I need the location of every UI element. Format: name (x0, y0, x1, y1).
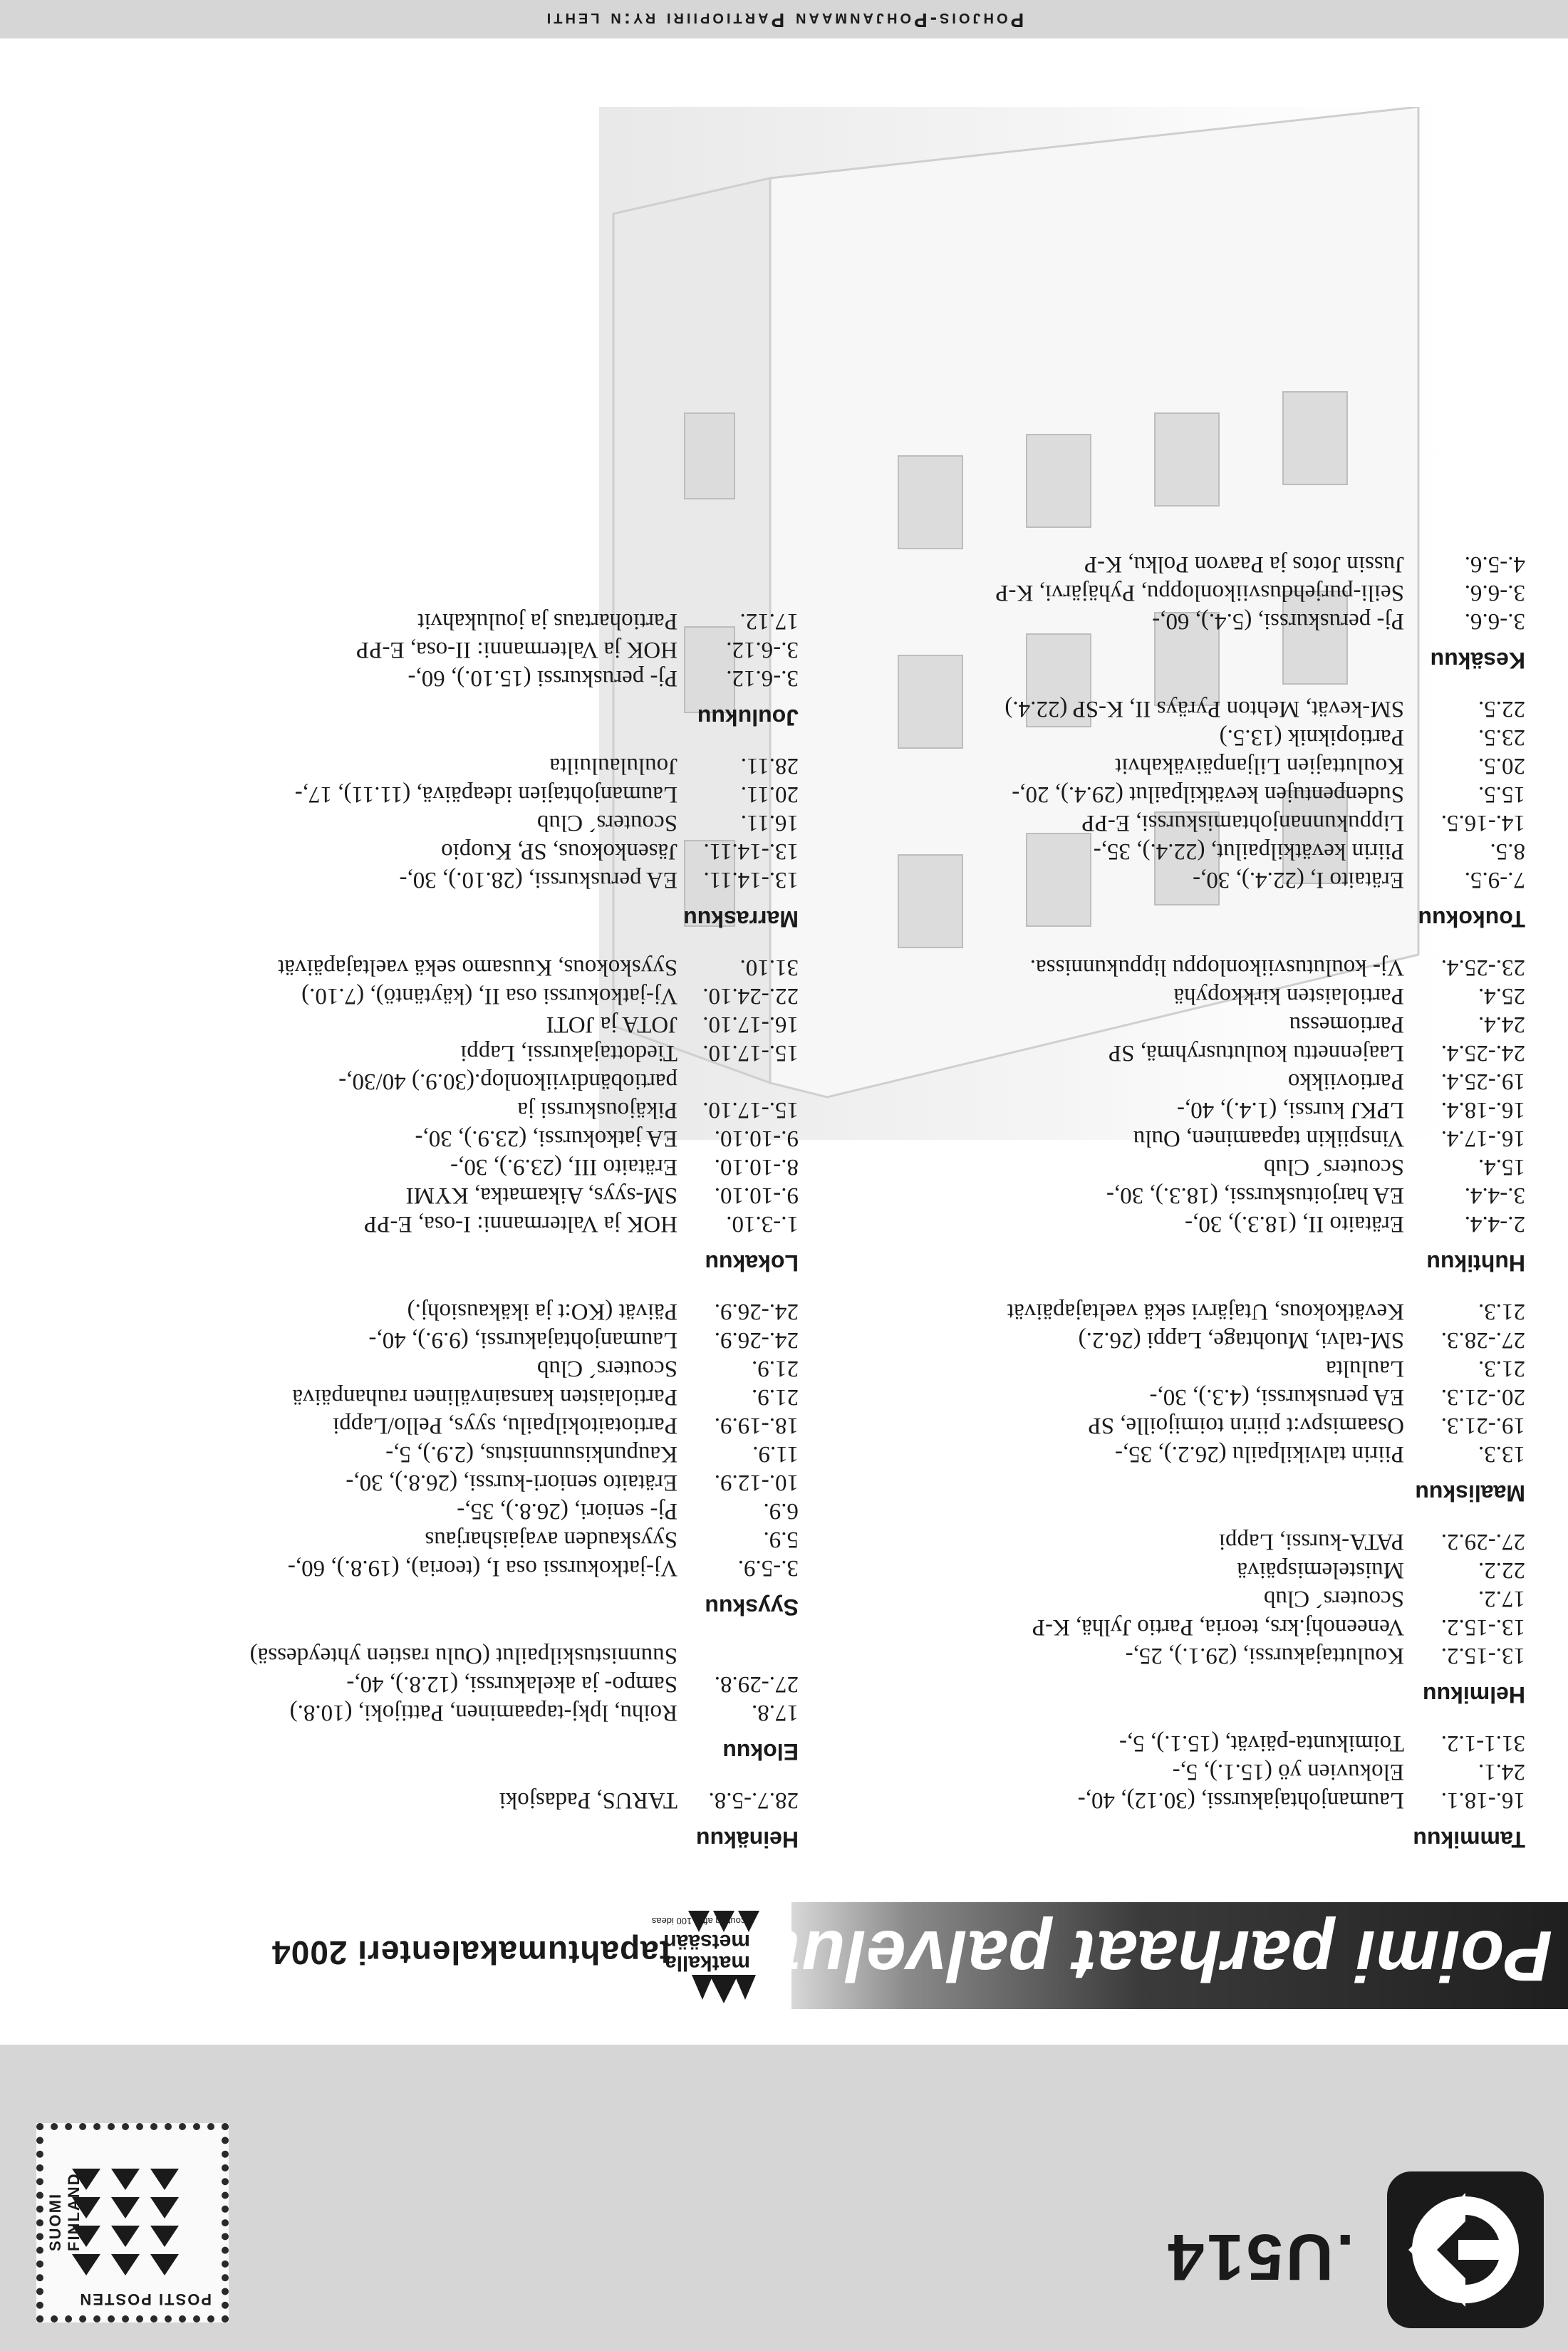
event-date: 31.1-1.2. (1440, 1730, 1525, 1756)
event-date: 14.-16.5. (1440, 810, 1525, 836)
brand-name-line-1: matkalla (664, 1951, 750, 1975)
event-row (770, 1584, 1525, 1613)
event-text: Pikäjouskurssi ja (517, 1097, 677, 1123)
event-row (770, 953, 1525, 982)
event-row (43, 1497, 799, 1525)
event-text: partiobändiviikonlop.(30.9.) 40/30,- (338, 1069, 677, 1094)
month-heading: Elokuu (722, 1739, 799, 1765)
event-date: 3.-6.6. (1464, 608, 1525, 634)
event-row (43, 1641, 799, 1670)
month-heading: Syyskuu (705, 1594, 799, 1620)
event-row (43, 664, 799, 692)
event-date: 10.-12.9. (714, 1470, 799, 1495)
event-row (770, 1010, 1525, 1039)
event-text: EA peruskurssi, (4.3.), 30,- (1149, 1384, 1404, 1410)
event-date: 17.2. (1478, 1586, 1525, 1612)
event-row (770, 866, 1525, 894)
month-heading: Marraskuu (683, 906, 799, 932)
event-text: Scouters´ Club (536, 1356, 677, 1381)
event-date: 16.-17.4. (1440, 1126, 1525, 1151)
month-heading: Lokakuu (705, 1250, 799, 1276)
event-date: 3.-6.6. (1464, 580, 1525, 606)
event-row (43, 866, 799, 894)
event-row (43, 1124, 799, 1153)
event-row (770, 780, 1525, 809)
event-text: Syyskokous, Kuusamo sekä vaeltajapäivät (278, 955, 677, 980)
event-date: 21.3. (1478, 1299, 1525, 1324)
event-date: 20.5. (1478, 753, 1525, 779)
event-date: 7.-9.5. (1464, 867, 1525, 893)
event-text: EA jatkokurssi, (23.9.), 30,- (415, 1126, 677, 1151)
event-text: Pj- peruskurssi (15.10.), 60,- (407, 665, 677, 691)
page-subtitle: tapahtumakalenteri 2004 (271, 1934, 670, 1971)
event-row (43, 1039, 799, 1067)
event-date: 23.5. (1478, 725, 1525, 750)
event-text: Suunnistuskilpailut (Oulu rastien yhteydessä) (249, 1643, 677, 1668)
event-row (770, 578, 1525, 607)
event-date: 16.-18.1. (1440, 1787, 1525, 1813)
event-row (770, 1181, 1525, 1210)
calendar-column-left (770, 550, 1525, 1852)
event-text: Vinspiikin tapaaminen, Oulu (1133, 1126, 1404, 1151)
event-date: 16.11. (740, 810, 799, 836)
event-row (770, 1096, 1525, 1124)
event-date: 27.-29.2. (1440, 1529, 1525, 1555)
event-text: SM-kevät, Mehton Pyräys II, K-SP (22.4.) (1004, 696, 1404, 722)
event-text: JOTA ja JOTI (546, 1012, 677, 1037)
event-text: Elokuvien yö (15.1.), 5,- (1172, 1759, 1404, 1785)
event-date: 9.-10.10. (714, 1183, 799, 1208)
event-date: 11.9. (752, 1441, 799, 1467)
event-date: 16.-17.10. (702, 1012, 799, 1037)
event-text: Jäsenkokous, SP, Kuopio (441, 839, 677, 864)
event-row (770, 809, 1525, 837)
event-date: 3.-6.12. (726, 637, 799, 663)
event-row (770, 1039, 1525, 1067)
event-date: 24.1. (1478, 1759, 1525, 1785)
month-heading: Tammikuu (1413, 1827, 1525, 1852)
event-date: 20.-21.3. (1440, 1384, 1525, 1410)
event-row (770, 1786, 1525, 1815)
event-row (43, 1096, 799, 1124)
event-text: Osaamispv:t piirin toimijoille, SP (1088, 1413, 1404, 1438)
event-date: 1.-3.10. (726, 1211, 799, 1237)
event-date: 15.-17.10. (702, 1040, 799, 1066)
page-title: Poimi parhaat palvelut! (752, 1916, 1552, 1996)
event-text: Roihu, lpkj-tapaaminen, Pattijoki, (10.8.) (289, 1700, 677, 1725)
event-row (770, 1354, 1525, 1383)
event-date: 18.-19.9. (714, 1413, 799, 1438)
event-text: Kaupunkisuunnistus, (2.9.), 5,- (385, 1441, 677, 1467)
event-date: 17.8. (752, 1700, 799, 1725)
month-heading: Maaliskuu (1415, 1480, 1525, 1506)
event-date: 13.-14.11. (703, 867, 799, 893)
event-row (43, 1067, 799, 1096)
postage-stamp (36, 2123, 229, 2323)
event-text: Piirin talvikilpailu (26.2.), 35,- (1114, 1441, 1404, 1467)
event-text: LPKJ kurssi, (1.4.), 40,- (1177, 1097, 1404, 1123)
event-text: Scouters´ Club (1263, 1154, 1404, 1180)
brand-name (663, 1931, 750, 1973)
event-date: 16.-18.4. (1440, 1097, 1525, 1123)
event-text: EA peruskurssi, (28.10.), 30,- (399, 867, 677, 893)
event-row (43, 1440, 799, 1468)
event-row (43, 1326, 799, 1354)
event-text: Jussin Jotos ja Paavon Polku, K-P (1084, 551, 1404, 577)
event-text: Kouluttajien Liljanpäiväkahvit (1115, 753, 1404, 779)
event-row (43, 1297, 799, 1326)
event-date: 5.9. (763, 1527, 799, 1552)
event-text: Tiedottajakurssi, Lappi (460, 1040, 677, 1066)
event-row (43, 1670, 799, 1698)
event-date: 8.-10.10. (714, 1154, 799, 1180)
event-text: Päivät (KO:t ja ikäkausiohj.) (407, 1299, 677, 1324)
event-date: 13.-14.11. (703, 839, 799, 864)
event-row (770, 1440, 1525, 1468)
event-row (770, 1641, 1525, 1670)
event-row (770, 1758, 1525, 1786)
event-row (43, 982, 799, 1010)
event-date: 6.9. (763, 1498, 799, 1524)
event-date: 15.-17.10. (702, 1097, 799, 1123)
event-text: Muistelemispäivä (1237, 1557, 1404, 1583)
event-date: 28.11. (740, 753, 799, 779)
event-row (770, 1556, 1525, 1584)
event-text: Partiopiknik (13.5.) (1219, 725, 1404, 750)
event-row (770, 550, 1525, 578)
event-row (770, 1297, 1525, 1326)
event-text: Vj- koulutusviikonloppu lippukunnissa. (1029, 955, 1404, 980)
event-row (43, 953, 799, 982)
event-row (43, 1210, 799, 1238)
event-text: Sampo- ja akelakurssi, (12.8.), 40,- (346, 1671, 677, 1697)
event-row (43, 1554, 799, 1582)
event-date: 15.4. (1478, 1154, 1525, 1180)
brand-tagline: Scouting after 100 ideas (651, 1916, 752, 1926)
event-date: 13.-15.2. (1440, 1614, 1525, 1640)
month-heading: Helmikuu (1422, 1682, 1525, 1708)
event-text: Partiohartaus ja joulukahvit (417, 608, 677, 634)
event-text: Erätaito I, (22.4.), 30,- (1193, 867, 1404, 893)
event-row (770, 1383, 1525, 1411)
event-date: 13.-15.2. (1440, 1643, 1525, 1668)
event-date: 22.2. (1478, 1557, 1525, 1583)
event-text: Scouters´ Club (1263, 1586, 1404, 1612)
event-text: Kouluttajakurssi, (29.1.), 25,- (1125, 1643, 1404, 1668)
event-row (43, 1383, 799, 1411)
event-row (770, 1124, 1525, 1153)
event-date (677, 1641, 799, 1670)
event-text: Partiotaitokilpailu, syys, Pello/Lappi (333, 1413, 677, 1438)
event-date: 15.5. (1478, 782, 1525, 807)
month-heading: Kesäkuu (1430, 648, 1525, 673)
event-row (770, 982, 1525, 1010)
event-row (43, 1010, 799, 1039)
event-text: Partioviikko (1287, 1069, 1404, 1094)
event-row (770, 1527, 1525, 1556)
event-date: 3.-5.9. (737, 1555, 799, 1581)
event-row (770, 752, 1525, 780)
event-text: HOK ja Valtermanni: I-osa, E-PP (363, 1211, 677, 1237)
event-row (43, 837, 799, 866)
postal-code-label: .U514 (1165, 2221, 1354, 2293)
event-row (43, 1698, 799, 1727)
event-text: TARUS, Padasjoki (499, 1787, 677, 1813)
event-date: 24.-26.9. (714, 1327, 799, 1353)
event-date: 25.4. (1478, 983, 1525, 1009)
event-text: Kevätkokous, Utajärvi sekä vaeltajapäivät (1007, 1299, 1404, 1324)
event-row (43, 1468, 799, 1497)
event-row (770, 1067, 1525, 1096)
event-text: Veneenohj.krs, teoria, Partio Jylhä, K-P (1032, 1614, 1404, 1640)
tree-icon (72, 2161, 193, 2283)
event-date: 20.11. (740, 782, 799, 807)
event-date: 19.-25.4. (1440, 1069, 1525, 1094)
event-date: 2.-4.4. (1464, 1211, 1525, 1237)
event-row (770, 837, 1525, 866)
event-row (43, 780, 799, 809)
event-date: 4.-5.6. (1464, 551, 1525, 577)
event-date: 13.3. (1478, 1441, 1525, 1467)
event-date: 24.-25.4. (1440, 1040, 1525, 1066)
event-text: Joululauluilta (549, 753, 677, 779)
event-text: Toimikunta-päivät, (15.1.), 5,- (1118, 1730, 1404, 1756)
event-row (770, 1411, 1525, 1440)
event-date: 21.3. (1478, 1356, 1525, 1381)
event-date: 17.12. (739, 608, 799, 634)
event-text: Erätaito seniori-kurssi, (26.8.), 30,- (346, 1470, 677, 1495)
month-heading: Heinäkuu (695, 1827, 799, 1852)
event-text: Vj-jatkokurssi osa I, (teoria), (19.8.), 60,- (287, 1555, 677, 1581)
event-text: Lippukunnanjohtamiskurssi, E-PP (1081, 810, 1404, 836)
event-row (43, 1153, 799, 1181)
event-row (770, 607, 1525, 635)
footer-publication-name: Pohjois-Pohjanmaan Partiopiiri ry:n lehti (544, 9, 1024, 31)
event-text: SM-syys, Aikamatka, KYMI (405, 1183, 677, 1208)
event-row (43, 1525, 799, 1554)
event-row (43, 1354, 799, 1383)
event-text: Partiolaisten kirkkopyhä (1173, 983, 1404, 1009)
event-row (770, 1326, 1525, 1354)
event-row (43, 752, 799, 780)
event-text: Sudenpentujen kevätkilpailut (29.4.), 20,- (1012, 782, 1404, 807)
event-date: 9.-10.10. (714, 1126, 799, 1151)
event-row (770, 723, 1525, 752)
event-text: Laajennettu koulutusryhmä, SP (1108, 1040, 1404, 1066)
event-text: Partiolaisten kansainvälinen rauhanpäivä (292, 1384, 677, 1410)
event-date: 28.7.-5.8. (708, 1787, 799, 1813)
event-date: 31.10. (739, 955, 799, 980)
event-text: Syyskauden avajaisharjaus (425, 1527, 677, 1552)
mail-band (0, 2045, 1568, 2351)
event-text: EA harjoituskurssi, (18.3.), 30,- (1106, 1183, 1404, 1208)
event-date (677, 1067, 799, 1096)
stamp-posti-text: POSTI POSTEN (78, 2290, 212, 2308)
event-text: PATA-kurssi, Lappi (1218, 1529, 1404, 1555)
event-row (770, 1729, 1525, 1758)
stamp-country-text: SUOMI FINLAND (46, 2172, 83, 2251)
event-date: 23.-25.4. (1440, 955, 1525, 980)
event-text: Pj- peruskurssi, (5.4.), 60,- (1152, 608, 1404, 634)
event-text: HOK ja Valtermanni: II-osa, E-PP (355, 637, 677, 663)
brand-name-line-2: metsään (663, 1930, 750, 1953)
month-heading: Toukokuu (1418, 906, 1525, 932)
event-date: 24.-26.9. (714, 1299, 799, 1324)
event-row (770, 1613, 1525, 1641)
event-text: Seili-purjehdusviikonloppu, Pyhäjärvi, K-P (995, 580, 1404, 606)
event-text: Laumanjohtajakurssi, (30.12), 40,- (1077, 1787, 1404, 1813)
month-heading: Huhtikuu (1426, 1250, 1525, 1276)
event-date: 27.-29.8. (714, 1671, 799, 1697)
event-date: 21.9. (752, 1384, 799, 1410)
event-text: Partiomessu (1289, 1012, 1404, 1037)
event-text: Pj- seniori, (26.8.), 35,- (457, 1498, 677, 1524)
event-date: 3.-6.12. (726, 665, 799, 691)
event-row (43, 1181, 799, 1210)
event-row (770, 1210, 1525, 1238)
calendar-column-right (43, 607, 799, 1852)
event-text: Erätaito III, (23.9.), 30,- (450, 1154, 677, 1180)
event-row (770, 695, 1525, 723)
event-row (43, 1786, 799, 1815)
event-text: Piirin kevätkilpailut, (22.4.), 35,- (1093, 839, 1404, 864)
event-date: 22.-24.10. (702, 983, 799, 1009)
event-text: Erätaito II, (18.3.), 30,- (1185, 1211, 1404, 1237)
event-text: Laumanjohtajien ideapäivä, (11.11), 17,- (294, 782, 677, 807)
event-date: 22.5. (1478, 696, 1525, 722)
posti-arrow-icon (1387, 2171, 1544, 2328)
event-date: 8.5. (1490, 839, 1525, 864)
event-text: Laumanjohtajakurssi, (9.9.), 40,- (368, 1327, 677, 1353)
event-date: 21.9. (752, 1356, 799, 1381)
month-heading: Joulukuu (697, 705, 799, 730)
event-row (43, 1411, 799, 1440)
event-date: 19.-21.3. (1440, 1413, 1525, 1438)
event-text: Scouters´ Club (536, 810, 677, 836)
event-date: 27.-28.3. (1440, 1327, 1525, 1353)
event-date: 24.4. (1478, 1012, 1525, 1037)
event-text: Laululta (1326, 1356, 1404, 1381)
event-text: Vj-jatkokurssi osa II, (käytäntö), (7.10.) (301, 983, 677, 1009)
event-text: SM-talvi, Muohtage, Lappi (26.2.) (1078, 1327, 1404, 1353)
event-row (770, 1153, 1525, 1181)
event-date: 3.-4.4. (1464, 1183, 1525, 1208)
event-row (43, 635, 799, 664)
event-row (43, 809, 799, 837)
event-row (43, 607, 799, 635)
